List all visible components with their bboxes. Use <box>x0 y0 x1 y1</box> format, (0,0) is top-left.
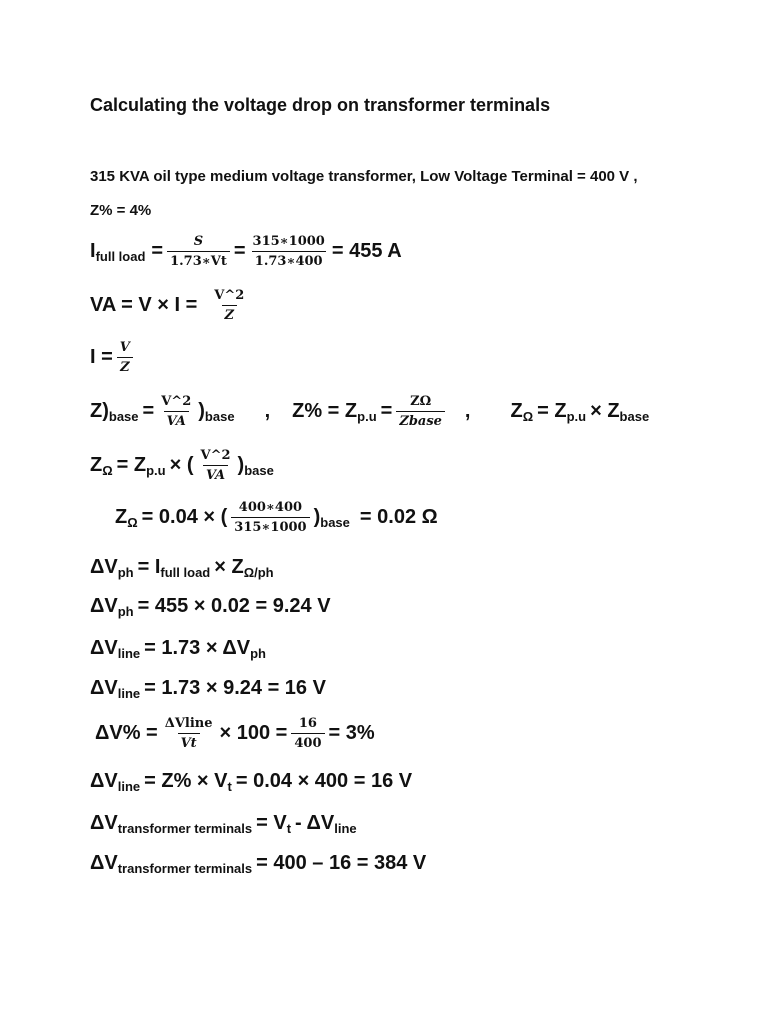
eq-subscript: Ω <box>102 463 113 478</box>
fraction <box>231 500 309 535</box>
fraction <box>117 340 133 375</box>
eq-subscript: Ω <box>127 515 138 530</box>
equation-terminal-voltage-value <box>90 852 426 875</box>
fraction-numerator: S <box>193 234 204 249</box>
eq-text: , <box>464 400 471 422</box>
eq-result: = 455 A <box>331 240 402 262</box>
fraction-denominator: Vt <box>178 733 200 751</box>
eq-text: = 400 – 16 = 384 V <box>256 852 427 874</box>
fraction <box>291 716 324 751</box>
eq-subscript: line <box>117 646 141 661</box>
page-title: Calculating the voltage drop on transformer terminals <box>90 95 551 115</box>
equation-line-drop <box>90 637 266 660</box>
eq-text: = <box>233 240 246 262</box>
eq-text: Z) <box>90 400 109 422</box>
eq-text: = 1.73 × 9.24 = 16 V <box>144 677 326 699</box>
eq-subscript: base <box>320 515 350 530</box>
eq-text: Z <box>90 454 103 476</box>
eq-text: = 0.04 × 400 = 16 V <box>235 770 413 792</box>
fraction <box>396 394 445 429</box>
eq-subscript: ph <box>117 604 134 619</box>
fraction-numerator: V^2 <box>200 448 231 463</box>
equation-terminal-drop <box>90 812 357 835</box>
equation-current <box>90 340 137 375</box>
eq-subscript: ph <box>250 646 266 661</box>
eq-text: × 100 = <box>219 722 288 744</box>
eq-subscript: base <box>108 409 139 424</box>
fraction-numerator: V <box>119 340 130 355</box>
fraction <box>167 234 230 269</box>
fraction <box>158 394 194 429</box>
eq-text: I <box>90 240 96 262</box>
given-data-line-1: 315 KVA oil type medium voltage transformer, Low Voltage Terminal = 400 V , <box>90 168 638 185</box>
eq-text: Z% = Z <box>292 400 358 422</box>
fraction-numerator: ΔVline <box>164 716 213 731</box>
fraction-denominator: VA <box>203 465 228 483</box>
eq-text: ΔV <box>90 556 118 578</box>
fraction-denominator: 1.73∗400 <box>252 251 326 269</box>
eq-text: ) <box>198 400 205 422</box>
equation-apparent-power <box>90 288 251 323</box>
eq-text: = <box>142 400 155 422</box>
eq-text: × Z <box>590 400 620 422</box>
eq-result: = 3% <box>328 722 375 744</box>
eq-text: × ( <box>169 454 194 476</box>
eq-text: = Z <box>537 400 567 422</box>
fraction-numerator: 400∗400 <box>238 500 303 515</box>
eq-text: × Z <box>214 556 244 578</box>
eq-text: = V <box>256 812 287 834</box>
eq-subscript: line <box>334 821 357 836</box>
eq-text: - ΔV <box>295 812 335 834</box>
eq-subscript: transformer terminals <box>117 861 253 876</box>
fraction-denominator: VA <box>164 411 189 429</box>
fraction-denominator: 400 <box>291 733 324 751</box>
eq-text: = 455 × 0.02 = 9.24 V <box>137 595 331 617</box>
eq-text: ΔV <box>90 595 118 617</box>
eq-subscript: line <box>117 686 141 701</box>
eq-text: I = <box>90 346 113 368</box>
eq-text: = <box>151 240 164 262</box>
fraction-denominator: 1.73∗Vt <box>167 251 230 269</box>
eq-text: ΔV% = <box>95 722 158 744</box>
equation-line-drop-value <box>90 677 326 700</box>
fraction-numerator: 315∗1000 <box>252 234 325 249</box>
equation-percent-drop <box>95 716 375 751</box>
eq-text: = 1.73 × ΔV <box>144 637 251 659</box>
eq-subscript: line <box>117 779 141 794</box>
eq-text: ΔV <box>90 770 118 792</box>
eq-subscript: transformer terminals <box>117 821 253 836</box>
eq-text: , <box>264 400 271 422</box>
fraction-denominator: 315∗1000 <box>231 517 309 535</box>
eq-text: ) <box>313 506 321 528</box>
fraction <box>250 234 328 269</box>
equation-phase-drop <box>90 556 274 579</box>
eq-subscript: p.u <box>357 409 377 424</box>
fraction <box>198 448 234 483</box>
fraction-numerator: ZΩ <box>410 394 432 409</box>
eq-text: = 0.04 × ( <box>141 506 228 528</box>
eq-text: Z <box>510 400 523 422</box>
equation-ohmic-impedance <box>90 448 274 483</box>
fraction-numerator: V^2 <box>161 394 192 409</box>
eq-subscript: Ω/ph <box>243 565 274 580</box>
eq-subscript: p.u <box>566 409 587 424</box>
eq-subscript: base <box>204 409 235 424</box>
eq-text: ΔV <box>90 637 118 659</box>
eq-text: = Z% × V <box>144 770 228 792</box>
eq-subscript: full load <box>160 565 211 580</box>
eq-text: VA = V × I = <box>90 294 198 316</box>
eq-subscript: base <box>244 463 274 478</box>
eq-subscript: Ω <box>522 409 534 424</box>
eq-text: = I <box>137 556 161 578</box>
eq-text: Z <box>115 506 128 528</box>
eq-text: = <box>380 400 393 422</box>
given-data-line-2: Z% = 4% <box>90 202 152 219</box>
eq-subscript: t <box>286 821 292 836</box>
eq-text: = Z <box>116 454 147 476</box>
equation-ohmic-impedance-value <box>115 500 438 535</box>
eq-subscript: base <box>619 409 650 424</box>
equation-phase-drop-value <box>90 595 331 618</box>
fraction-denominator: Z <box>117 357 133 375</box>
fraction-numerator: 16 <box>298 716 317 731</box>
eq-subscript: t <box>227 779 232 794</box>
eq-result: = 0.02 Ω <box>359 506 438 528</box>
fraction <box>162 716 216 751</box>
fraction <box>211 288 247 323</box>
fraction-denominator: Z <box>222 305 238 323</box>
eq-subscript: ph <box>117 565 134 580</box>
equation-impedance-definitions <box>90 394 649 429</box>
equation-full-load-current <box>90 234 402 269</box>
eq-text: ΔV <box>90 677 118 699</box>
eq-text: ΔV <box>90 852 118 874</box>
eq-subscript: p.u <box>146 463 166 478</box>
fraction-denominator: Zbase <box>396 411 445 429</box>
eq-subscript: full load <box>95 249 146 264</box>
equation-line-drop-alt <box>90 770 412 793</box>
fraction-numerator: V^2 <box>214 288 245 303</box>
eq-text: ΔV <box>90 812 118 834</box>
eq-text: ) <box>237 454 245 476</box>
